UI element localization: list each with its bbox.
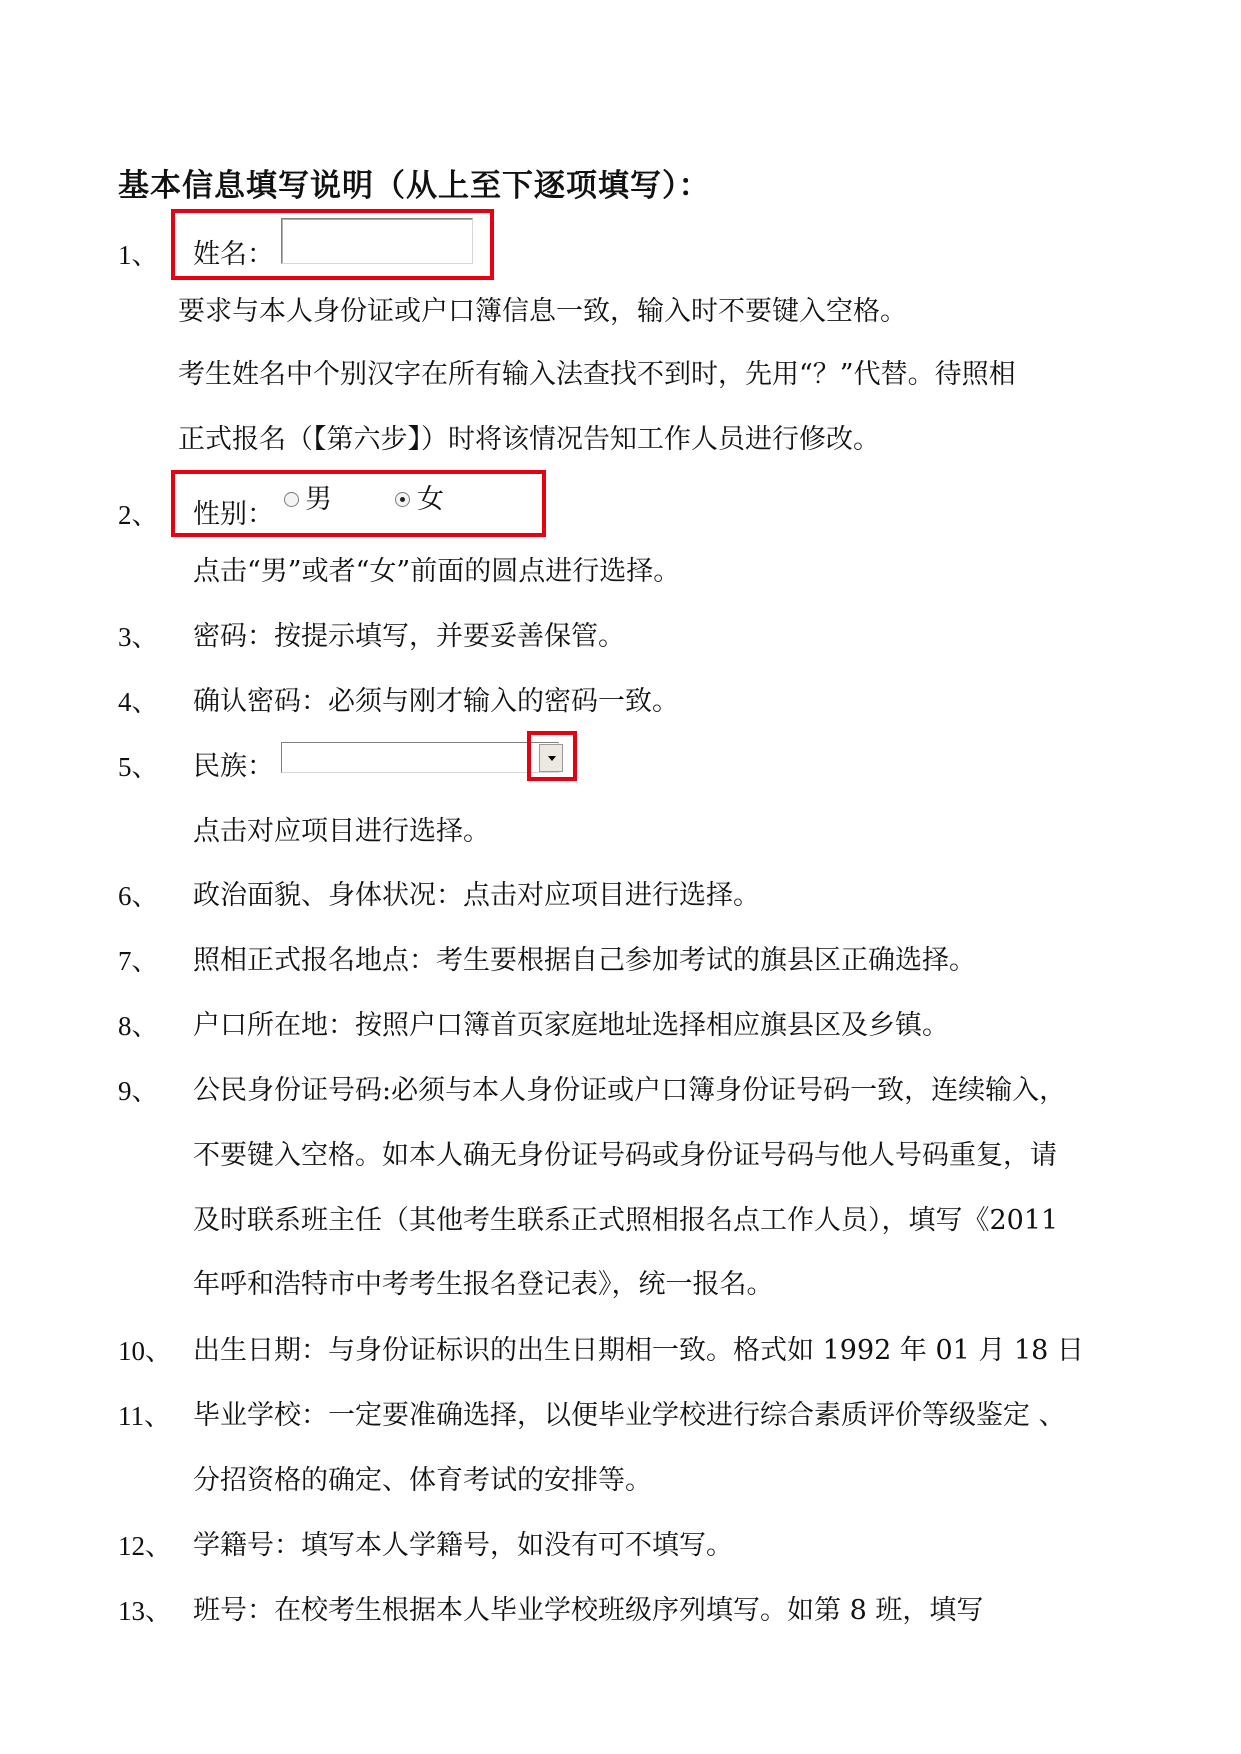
item-text: 公民身份证号码:必须与本人身份证或户口簿身份证号码一致，连续输入， bbox=[193, 1075, 1067, 1106]
radio-female-label: 女 bbox=[417, 484, 444, 515]
item-text: 政治面貌、身体状况：点击对应项目进行选择。 bbox=[193, 880, 760, 911]
gender-label: 性别： bbox=[193, 499, 274, 530]
gender-highlight-box bbox=[171, 470, 546, 537]
item-text: 点击“男”或者“女”前面的圆点进行选择。 bbox=[193, 556, 681, 587]
item-text: 确认密码：必须与刚才输入的密码一致。 bbox=[193, 686, 679, 717]
item-number: 11、 bbox=[118, 1401, 171, 1431]
item-text: 点击对应项目进行选择。 bbox=[193, 816, 490, 847]
item-number: 2、 bbox=[118, 500, 159, 530]
item-number: 1、 bbox=[118, 240, 159, 270]
dropdown-highlight-box bbox=[527, 731, 577, 781]
item-text: 分招资格的确定、体育考试的安排等。 bbox=[193, 1465, 652, 1496]
item-number: 8、 bbox=[118, 1011, 159, 1041]
item-number: 9、 bbox=[118, 1076, 159, 1106]
item-text: 要求与本人身份证或户口簿信息一致，输入时不要键入空格。 bbox=[178, 296, 907, 327]
item-text: 照相正式报名地点：考生要根据自己参加考试的旗县区正确选择。 bbox=[193, 945, 976, 976]
item-number: 13、 bbox=[118, 1596, 172, 1626]
item-text: 学籍号：填写本人学籍号，如没有可不填写。 bbox=[193, 1530, 733, 1561]
item-number: 10、 bbox=[118, 1336, 172, 1366]
item-text: 不要键入空格。如本人确无身份证号码或身份证号码与他人号码重复，请 bbox=[193, 1140, 1057, 1171]
item-text: 户口所在地：按照户口簿首页家庭地址选择相应旗县区及乡镇。 bbox=[193, 1010, 949, 1041]
item-number: 12、 bbox=[118, 1531, 172, 1561]
item-text: 年呼和浩特市中考考生报名登记表》，统一报名。 bbox=[193, 1269, 774, 1300]
page-heading: 基本信息填写说明（从上至下逐项填写）： bbox=[118, 168, 711, 204]
name-highlight-box bbox=[171, 209, 494, 280]
radio-male-label: 男 bbox=[305, 484, 332, 515]
item-number: 3、 bbox=[118, 622, 159, 652]
item-text: 毕业学校：一定要准确选择，以便毕业学校进行综合素质评价等级鉴定 、 bbox=[193, 1400, 1066, 1431]
item-text: 密码：按提示填写，并要妥善保管。 bbox=[193, 621, 625, 652]
item-text: 及时联系班主任（其他考生联系正式照相报名点工作人员），填写《2011 bbox=[193, 1205, 1059, 1236]
item-number: 4、 bbox=[118, 687, 159, 717]
item-text: 考生姓名中个别汉字在所有输入法查找不到时，先用“？”代替。待照相 bbox=[178, 359, 1016, 390]
item-number: 7、 bbox=[118, 946, 159, 976]
item-text: 出生日期：与身份证标识的出生日期相一致。格式如 1992 年 01 月 18 日 bbox=[193, 1335, 1084, 1366]
item-number: 5、 bbox=[118, 752, 159, 782]
item-number: 6、 bbox=[118, 881, 159, 911]
item-text: 班号：在校考生根据本人毕业学校班级序列填写。如第 8 班，填写 bbox=[193, 1595, 984, 1626]
ethnicity-label: 民族： bbox=[193, 751, 274, 782]
name-label: 姓名： bbox=[193, 239, 274, 270]
item-text: 正式报名（【第六步】）时将该情况告知工作人员进行修改。 bbox=[178, 424, 880, 455]
ethnicity-select-illustration bbox=[281, 742, 559, 773]
